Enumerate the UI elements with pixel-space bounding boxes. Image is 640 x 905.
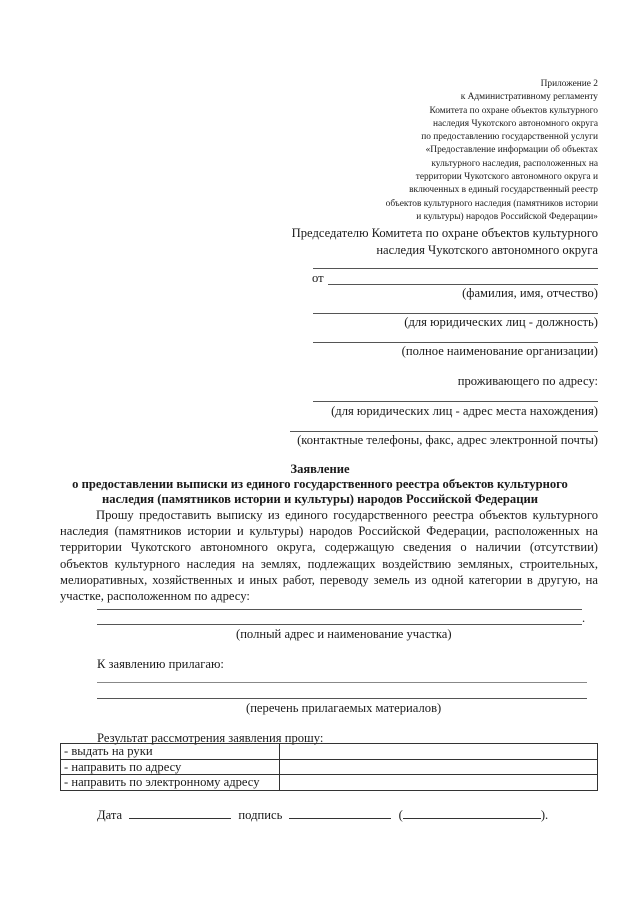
result-label: Результат рассмотрения заявления прошу: [97, 731, 324, 745]
address-field-2[interactable] [97, 624, 582, 625]
option-mark-cell[interactable] [280, 775, 598, 791]
appendix-line: культурного наследия, расположенных на [431, 158, 598, 169]
addressee-block [258, 225, 598, 259]
option-label: - направить по адресу [61, 759, 280, 775]
addressee-line: наследия Чукотского автономного округа [376, 243, 598, 257]
addressee-line: Председателю Комитета по охране объектов культурного [291, 226, 598, 240]
attach-field[interactable] [97, 682, 587, 683]
legal-address-field[interactable] [313, 401, 598, 402]
appendix-line: и культуры) народов Российской Федерации» [416, 211, 598, 222]
appendix-line: включенных в единый государственный реестр [409, 185, 598, 196]
position-field[interactable] [313, 313, 598, 314]
fio-caption: (фамилия, имя, отчество) [462, 286, 598, 300]
signature-field[interactable] [289, 807, 391, 819]
subtitle-line: наследия (памятников истории и культуры) народов Российской Федерации [102, 492, 538, 506]
date-field[interactable] [129, 807, 231, 819]
address-field[interactable] [97, 609, 582, 610]
statement-body [60, 507, 598, 604]
address-caption: (полный адрес и наименование участка) [236, 627, 452, 641]
attach-field-2[interactable] [97, 698, 587, 699]
appendix-line: «Предоставление информации об объектах [425, 145, 598, 156]
table-row [61, 759, 598, 775]
table-row [61, 744, 598, 760]
result-options-table [60, 743, 598, 791]
option-label: - направить по электронному адресу [61, 775, 280, 791]
position-caption: (для юридических лиц - должность) [404, 315, 598, 329]
signature-name-field[interactable] [403, 807, 541, 819]
appendix-line: наследия Чукотского автономного округа [432, 118, 598, 129]
attach-label: К заявлению прилагаю: [97, 657, 224, 671]
applicant-name-field[interactable] [328, 284, 598, 285]
date-label: Дата [97, 808, 123, 822]
appendix-line: Приложение 2 [540, 79, 598, 89]
appendix-line: по предоставлению государственной услуги [421, 132, 598, 143]
appendix-line: объектов культурного наследия (памятников истории [385, 198, 598, 209]
statement-title [0, 462, 640, 507]
appendix-line: Комитета по охране объектов культурного [429, 105, 598, 116]
option-label: - выдать на руки [61, 744, 280, 760]
contacts-field[interactable] [290, 431, 598, 432]
table-row [61, 775, 598, 791]
signature-line [97, 807, 548, 823]
legal-address-caption: (для юридических лиц - адрес места нахождения) [331, 404, 598, 418]
attach-caption: (перечень прилагаемых материалов) [246, 701, 442, 715]
organization-caption: (полное наименование организации) [401, 344, 598, 358]
contacts-caption: (контактные телефоны, факс, адрес электронной почты) [297, 433, 598, 447]
subtitle-line: о предоставлении выписки из единого государственного реестра объектов культурного [72, 477, 568, 491]
organization-field[interactable] [313, 342, 598, 343]
blank-line[interactable] [313, 268, 598, 269]
address-end-dot: . [582, 611, 586, 625]
body-paragraph: Прошу предоставить выписку из единого государственного реестра объектов культурного наследия (памятников истории и культуры) народов Российской Федерации, расположенных на территории Чукотского автономного округа, содержащую сведения о наличии (отсутствии) объектов культурного наследия на землях, подлежащих воздействию земляных, строительных, мелиоративных, хозяйственных и иных работ, переводу земель из одной категории в другую, на участке, расположенном по адресу: [60, 508, 598, 604]
option-mark-cell[interactable] [280, 744, 598, 760]
title: Заявление [290, 462, 350, 476]
paren-open: ( [398, 808, 403, 822]
sign-label: подпись [238, 808, 283, 822]
from-label: от [312, 271, 324, 285]
paren-close: ). [540, 808, 549, 822]
appendix-header [298, 78, 598, 224]
option-mark-cell[interactable] [280, 759, 598, 775]
residing-label: проживающего по адресу: [457, 374, 598, 388]
appendix-line: территории Чукотского автономного округа и [415, 172, 598, 183]
appendix-line: к Административному регламенту [460, 92, 598, 103]
